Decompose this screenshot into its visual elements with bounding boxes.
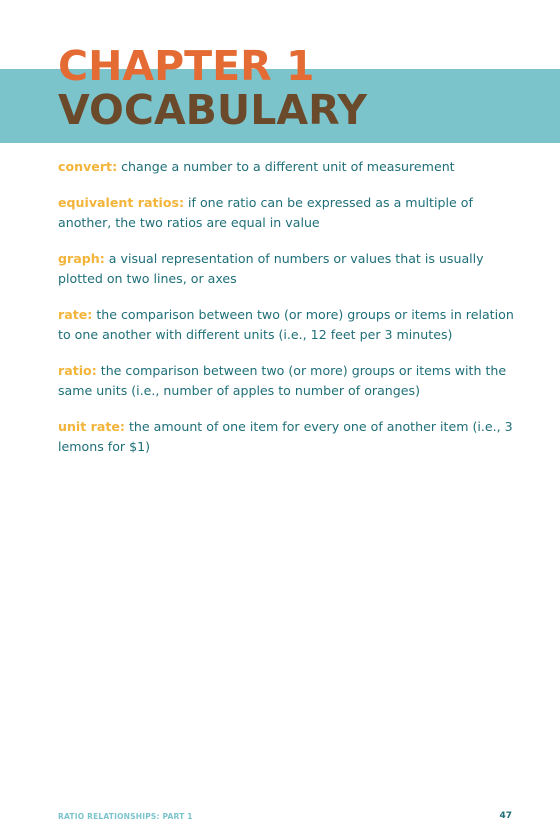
vocab-item-convert — [58, 157, 523, 178]
vocab-term: graph: — [58, 250, 105, 266]
vocab-term: unit rate: — [58, 418, 125, 434]
vocab-definition: the comparison between two (or more) groups or items in relation to one another with different units (i.e., 12 feet per 3 minutes) — [58, 306, 514, 342]
vocab-definition: change a number to a different unit of measurement — [121, 159, 455, 174]
title-line-vocabulary: VOCABULARY — [58, 86, 368, 134]
vocab-term: ratio: — [58, 362, 97, 378]
vocab-definition: the comparison between two (or more) groups or items with the same units (i.e., number of apples to number of oranges) — [58, 362, 507, 398]
page-title — [58, 44, 367, 132]
vocab-item-ratio — [58, 361, 523, 402]
vocab-item-graph — [58, 249, 523, 290]
vocab-term: rate: — [58, 306, 93, 322]
vocab-item-equivalent-ratios — [58, 193, 523, 234]
vocab-definition: if one ratio can be expressed as a multiple of another, the two ratios are equal in value — [58, 194, 473, 230]
footer-section-label: RATIO RELATIONSHIPS: PART 1 — [58, 812, 193, 821]
page-number: 47 — [499, 811, 512, 821]
vocab-definition: the amount of one item for every one of another item (i.e., 3 lemons for $1) — [58, 418, 513, 454]
vocab-definition: a visual representation of numbers or values that is usually plotted on two lines, or axes — [58, 250, 484, 286]
vocabulary-list — [58, 157, 523, 473]
vocab-term: equivalent ratios: — [58, 194, 185, 210]
title-line-chapter: CHAPTER 1 — [58, 42, 315, 90]
vocab-term: convert: — [58, 159, 118, 174]
vocab-item-rate — [58, 305, 523, 346]
vocab-item-unit-rate — [58, 417, 523, 458]
